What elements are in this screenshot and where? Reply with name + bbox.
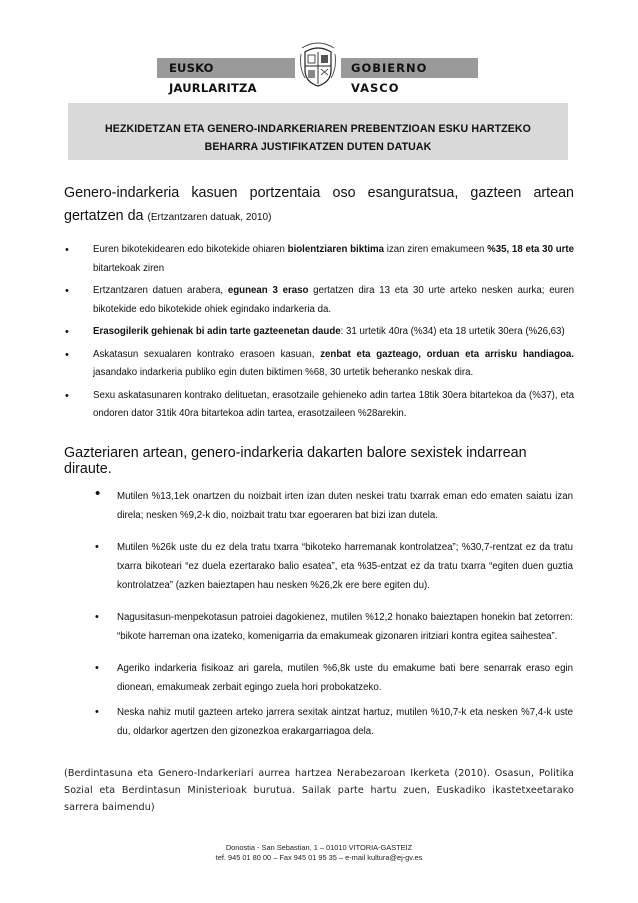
source-note: (Berdintasuna eta Genero-Indarkeriari aurrea hartzea Nerabezaroan Ikerketa (2010). Osasun, Politika Sozial eta Berdintasun Ministerioak burutua. Sailak parte hartu zuen, Euskadiko ikastetxeetarako sarrera baimendu)	[64, 768, 574, 813]
footer-contact: tef. 945 01 80 00 – Fax 945 01 95 35 – e-mail kultura@ej-gv.es	[215, 853, 423, 862]
list-item: • Mutilen %26k uste du ez dela tratu txarra “bikoteko harremanak kontrolatzea”; %30,7-rentzat ez da tratu txarra bikoteari “ez duela ezertarako balio esatea”, eta %35-entzat ez da tratu txarra “egiten duen guztia kontrolatzea” (azken baieztapen hau nesken %26,2k ere bere egiten du).	[91, 538, 573, 595]
list-item: • Sexu askatasunaren kontrako delituetan, erasotzaile gehieneko adin tartea 18tik 30era bitartekoa da (%37), eta ondoren dator 31tik 40ra bitartekoa adin tartea, erasotzaileen %28arekin.	[64, 387, 574, 424]
letterhead-right-label: GOBIERNO VASCO	[341, 58, 478, 78]
section1-list	[64, 241, 574, 428]
title-line-2: BEHARRA JUSTIFIKATZEN DUTEN DATUAK	[204, 141, 432, 153]
list-item: • Neska nahiz mutil gazteen arteko jarrera sexitak aintzat hartuz, mutilen %10,7-k eta nesken %7,4-k uste du, oldarkor agertzen den gizonezkoa erakargarriagoa dela.	[91, 703, 573, 741]
coat-of-arms-icon	[299, 42, 337, 88]
section1-heading	[64, 182, 574, 229]
section1-heading-text: Genero-indarkeria kasuen portzentaia oso esanguratsua, gazteen artean gertatzen da	[64, 185, 574, 224]
title-box	[68, 103, 568, 160]
list-item: • Ageriko indarkeria fisikoaz ari garela, mutilen %6,8k uste du emakume bati bere senarrak eraso egin dionean, emakumeak zerbait egingo zuela hori probokatzeko.	[91, 659, 573, 697]
list-item: • Erasogilerik gehienak bi adin tarte gazteenetan daude: 31 urtetik 40ra (%34) eta 18 urtetik 30era (%26,63)	[64, 323, 574, 342]
list-item: • Euren bikotekidearen edo bikotekide ohiaren biolentziaren biktima izan ziren emakumeen %35, 18 eta 30 urte bitartekoak ziren	[64, 241, 574, 278]
section2-heading: Gazteriaren artean, genero-indarkeria dakarten balore sexistek indarrean diraute.	[64, 445, 527, 477]
list-item: • Mutilen %13,1ek onartzen du noizbait irten izan duten neskei tratu txarrak eman edo ematen saiatu izan direla; nesken %9,2-k dio, noizbait tratu txar egoeraren bat bizi izan dutela.	[91, 487, 573, 525]
list-item: • Ertzantzaren datuen arabera, egunean 3 eraso gertatzen dira 13 eta 30 urte arteko nesken aurka; euren bikotekide edo bikotekide ohiek egindako indarkeria da.	[64, 282, 574, 319]
section2-list	[91, 487, 573, 747]
letterhead	[157, 58, 478, 95]
list-item: • Askatasun sexualaren kontrako erasoen kasuan, zenbat eta gazteago, orduan eta arrisku handiagoa. jasandako indarkeria publiko egin duten biktimen %68, 30 urtetik beheranko neskak dira.	[64, 346, 574, 383]
footer-address: Donostia - San Sebastian, 1 – 01010 VITORIA-GASTEIZ	[225, 843, 413, 852]
section1-source: (Ertzantzaren datuak, 2010)	[147, 212, 272, 223]
list-item: • Nagusitasun-menpekotasun patroiei dagokienez, mutilen %12,2 honako baieztapen honekin bat zetorren: “bikote harreman ona izateko, komenigarria da emakumeak gizonaren iritziari kontra egitea saihestea”.	[91, 608, 573, 646]
title-line-1: HEZKIDETZAN ETA GENERO-INDARKERIAREN PREBENTZIOAN ESKU HARTZEKO	[105, 123, 531, 135]
letterhead-left-label: EUSKO JAURLARITZA	[157, 58, 295, 78]
